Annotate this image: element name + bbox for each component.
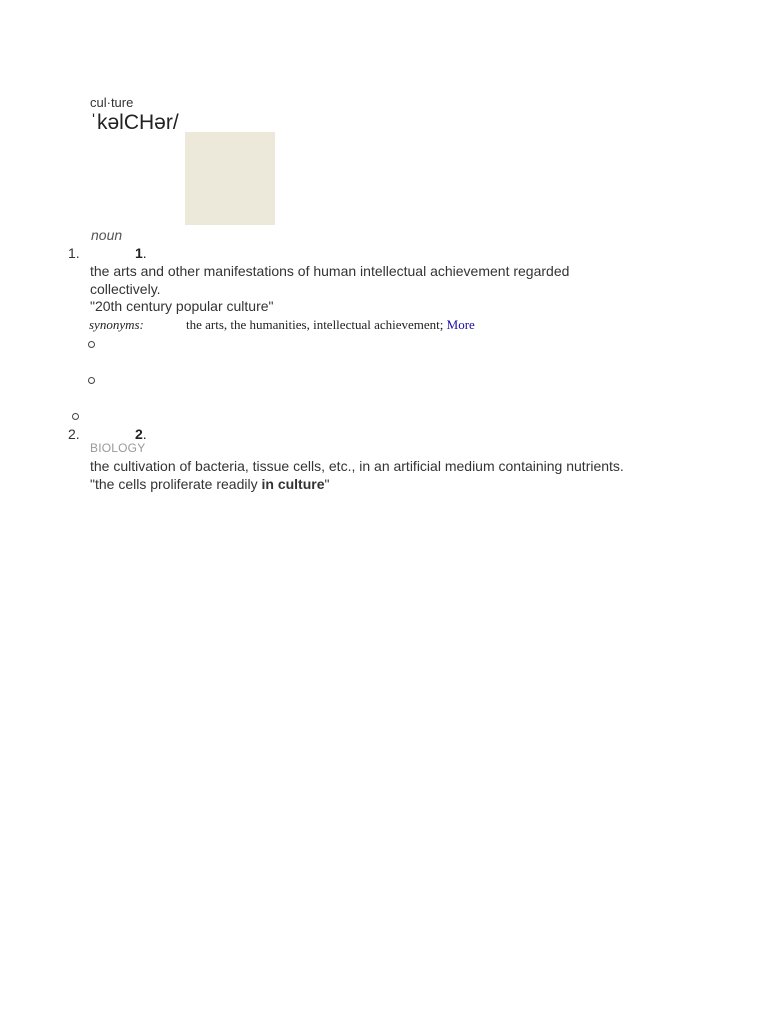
example-2-bold: in culture bbox=[261, 476, 325, 492]
example-2 bbox=[90, 476, 330, 492]
sense-number-1 bbox=[135, 245, 147, 261]
sense-number-1-value: 1 bbox=[135, 245, 143, 261]
synonyms-list bbox=[186, 317, 475, 333]
definition-2: the cultivation of bacteria, tissue cells, etc., in an artificial medium containing nutrients. bbox=[90, 458, 624, 474]
synonyms-text: the arts, the humanities, intellectual achievement; bbox=[186, 317, 444, 332]
definition-1-line2: collectively. bbox=[90, 281, 161, 297]
example-2-prefix: "the cells proliferate readily bbox=[90, 476, 262, 492]
example-2-suffix: " bbox=[324, 476, 330, 492]
bullet-circle-icon bbox=[88, 377, 95, 384]
list-number-2: 2. bbox=[68, 426, 80, 442]
headword-syllables: cul·ture bbox=[90, 95, 134, 110]
sense-number-2 bbox=[135, 426, 147, 442]
definition-1-line1: the arts and other manifestations of human intellectual achievement regarded bbox=[90, 263, 570, 279]
image-placeholder bbox=[185, 132, 275, 225]
part-of-speech: noun bbox=[91, 227, 123, 243]
list-number-1: 1. bbox=[68, 245, 80, 261]
phonetic-spelling: ˈkəlCHər/ bbox=[90, 111, 179, 134]
bullet-circle-icon bbox=[72, 413, 79, 420]
sense-number-1-suffix: . bbox=[142, 245, 147, 261]
bullet-circle-icon bbox=[88, 341, 95, 348]
sense-number-2-value: 2 bbox=[135, 426, 143, 442]
synonyms-more-link[interactable]: More bbox=[446, 317, 475, 332]
domain-label: BIOLOGY bbox=[90, 441, 146, 455]
synonyms-label: synonyms: bbox=[89, 317, 144, 332]
sense-number-2-suffix: . bbox=[142, 426, 147, 442]
example-1: "20th century popular culture" bbox=[90, 298, 274, 314]
